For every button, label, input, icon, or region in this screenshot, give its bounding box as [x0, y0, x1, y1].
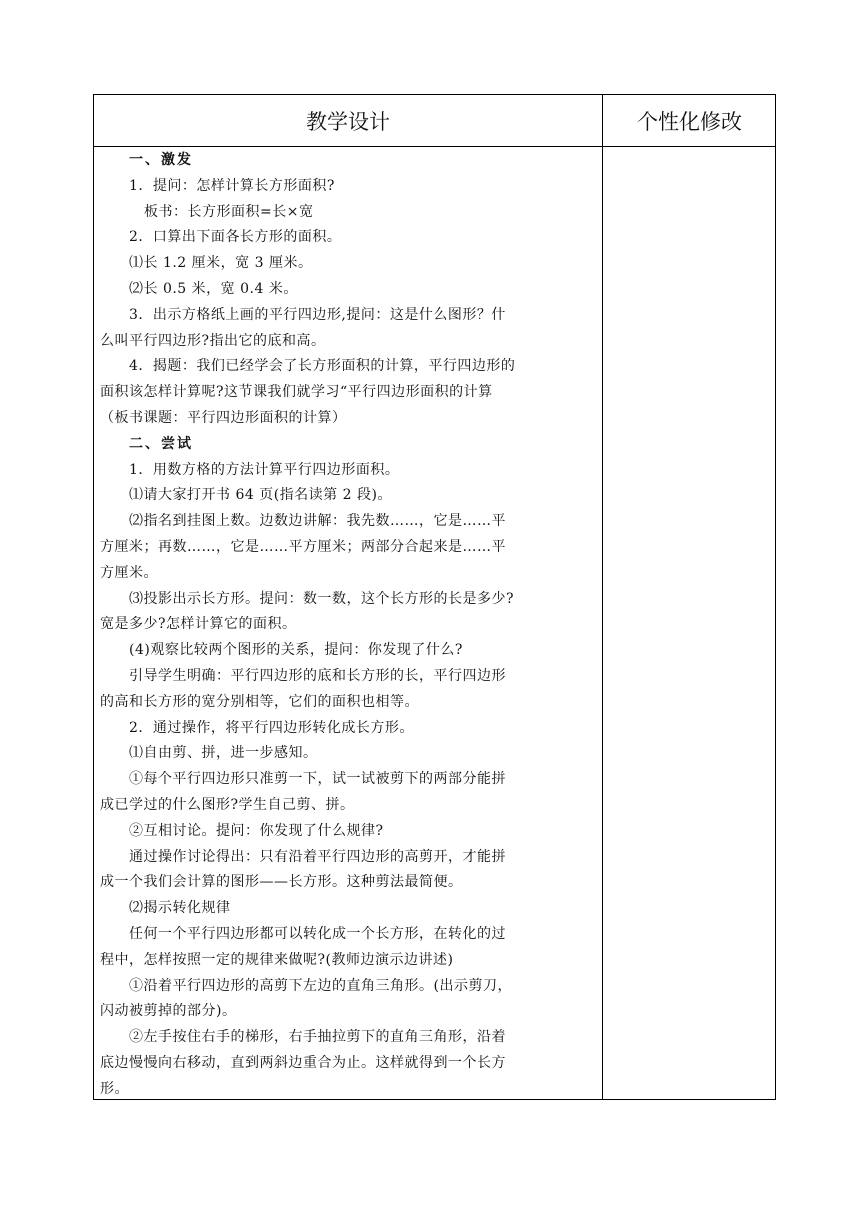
teaching-design-content	[100, 148, 596, 1102]
text-line: 2．口算出下面各长方形的面积。	[129, 229, 342, 246]
text-line: ⑴请大家打开书 64 页(指名读第 2 段)。	[129, 487, 392, 504]
text-line: ⑴长 1.2 厘米，宽 3 厘米。	[129, 255, 313, 272]
text-line: 闪动被剪掉的部分)。	[100, 1003, 237, 1020]
text-line: 么叫平行四边形?指出它的底和高。	[100, 332, 326, 349]
text-line: 引导学生明确：平行四边形的底和长方形的长，平行四边形	[129, 667, 506, 684]
text-line: ①每个平行四边形只准剪一下，试一试被剪下的两部分能拼	[129, 771, 506, 788]
section-heading: 一、激发	[129, 152, 193, 168]
text-line: ⑵指名到挂图上数。边数边讲解：我先数……，它是……平	[129, 513, 506, 530]
text-line: 方厘米；再数……，它是……平方厘米；两部分合起来是……平	[100, 538, 506, 555]
text-line: 的高和长方形的宽分别相等，它们的面积也相等。	[100, 693, 419, 710]
text-line: 1．用数方格的方法计算平行四边形面积。	[129, 461, 400, 478]
text-line: 通过操作讨论得出：只有沿着平行四边形的高剪开，才能拼	[129, 848, 506, 865]
header-personalized-edit: 个性化修改	[637, 110, 742, 134]
text-line: 1．提问：怎样计算长方形面积?	[129, 177, 335, 194]
column-divider	[602, 95, 603, 1099]
text-line: 2．通过操作，将平行四边形转化成长方形。	[129, 719, 414, 736]
text-line: 面积该怎样计算呢?这节课我们就学习“平行四边形面积的计算	[100, 384, 493, 401]
header-teaching-design: 教学设计	[306, 110, 390, 134]
text-line: 3．出示方格纸上画的平行四边形,提问：这是什么图形？什	[129, 306, 506, 323]
text-line: (4)观察比较两个图形的关系，提问：你发现了什么?	[129, 642, 463, 659]
text-line: 成已学过的什么图形?学生自己剪、拼。	[100, 796, 355, 813]
text-line: 宽是多少?怎样计算它的面积。	[100, 616, 297, 633]
text-line: ⑶投影出示长方形。提问：数一数，这个长方形的长是多少?	[129, 590, 515, 607]
section-heading: 二、尝试	[129, 435, 193, 452]
text-line: ⑵揭示转化规律	[129, 900, 231, 917]
text-line: 方厘米。	[100, 564, 158, 581]
text-line: ①沿着平行四边形的高剪下左边的直角三角形。(出示剪刀，	[129, 977, 512, 994]
text-line: 4．揭题：我们已经学会了长方形面积的计算，平行四边形的	[129, 358, 516, 375]
text-line: 任何一个平行四边形都可以转化成一个长方形，在转化的过	[129, 925, 506, 942]
lesson-plan-table	[93, 94, 776, 1100]
text-line: 形。	[100, 1080, 129, 1097]
text-line: ⑴自由剪、拼，进一步感知。	[129, 745, 318, 762]
text-line: 底边慢慢向右移动，直到两斜边重合为止。这样就得到一个长方	[100, 1054, 506, 1071]
text-line: 板书：长方形面积=长×宽	[144, 203, 314, 220]
text-line: （板书课题：平行四边形面积的计算）	[100, 409, 347, 426]
text-line: ②左手按住右手的梯形，右手抽拉剪下的直角三角形，沿着	[129, 1029, 506, 1046]
text-line: 程中，怎样按照一定的规律来做呢?(教师边演示边讲述)	[100, 951, 454, 968]
text-line: ②互相讨论。提问：你发现了什么规律?	[129, 822, 384, 839]
text-line: ⑵长 0.5 米，宽 0.4 米。	[129, 280, 298, 297]
text-line: 成一个我们会计算的图形——长方形。这种剪法最简便。	[100, 874, 463, 891]
